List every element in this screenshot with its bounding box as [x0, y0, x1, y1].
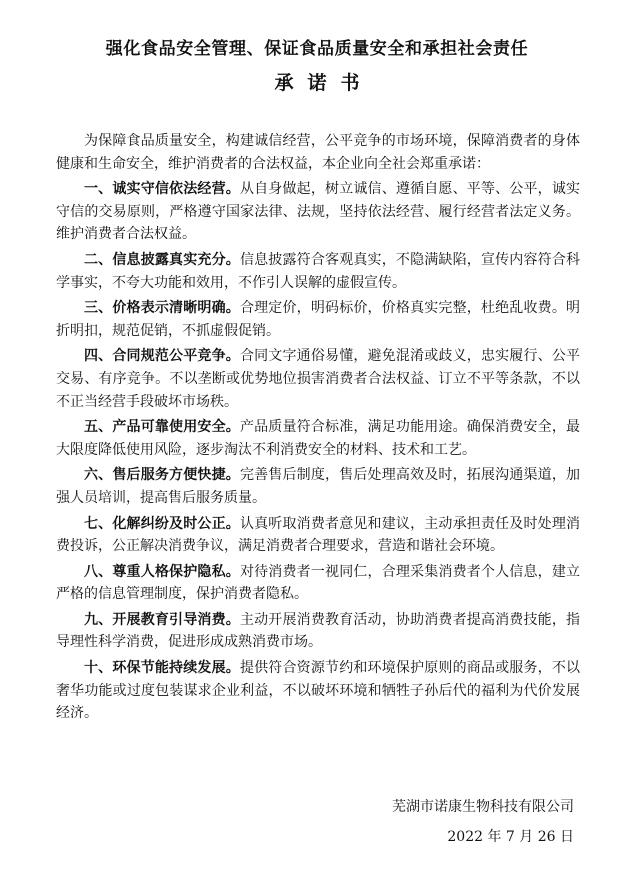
commitment-heading: 八、尊重人格保护隐私。	[84, 563, 240, 580]
commitment-heading: 一、诚实守信依法经营。	[84, 181, 240, 198]
commitment-text: 合同文字通俗易懂，避免混淆或歧义，忠实履行、公平交易、有序竞争。不以垄断或优势地位损害消费者合法权益、订立不平等条款，不以不正当经营手段破坏市场秩。	[56, 348, 581, 410]
document-body	[56, 130, 580, 728]
commitment-text: 合理定价，明码标价，价格真实完整，杜绝乱收费。明折明扣，规范促销，不抓虚假促销。	[56, 300, 581, 339]
commitment-text: 认真听取消费者意见和建议，主动承担责任及时处理消费投诉，公正解决消费争议，满足消费者合理要求，营造和谐社会环境。	[56, 515, 581, 555]
commitment-heading: 九、开展教育引导消费。	[84, 611, 240, 628]
commitment-item-2	[56, 249, 580, 294]
commitment-text: 信息披露符合客观真实，不隐满缺陷，宣传内容符合科学事实，不夸大功能和效用，不作引人误解的虚假宣传。	[56, 251, 581, 291]
commitment-text: 完善售后制度，售后处理高效及时，拓展沟通渠道，加强人员培训，提高售后服务质量。	[56, 467, 581, 506]
commitment-item-3	[56, 297, 580, 342]
commitment-heading: 三、价格表示清晰明确。	[84, 300, 240, 317]
commitment-heading: 二、信息披露真实充分。	[84, 251, 240, 268]
company-signature: 芜湖市诺康生物科技有限公司	[392, 799, 574, 815]
commitment-item-8	[56, 561, 580, 606]
commitment-text: 提供符合资源节约和环境保护原则的商品或服务，不以奢华功能或过度包装谋求企业利益，不以破坏环境和牺牲子孙后代的福利为代价发展经济。	[56, 660, 581, 722]
commitment-heading: 五、产品可靠使用安全。	[84, 419, 240, 436]
commitment-item-6	[56, 464, 580, 509]
document-subtitle: 承诺书	[274, 72, 374, 94]
document-title: 强化食品安全管理、保证食品质量安全和承担社会责任	[105, 39, 529, 59]
commitment-item-9	[56, 609, 580, 654]
commitment-heading: 六、售后服务方便快捷。	[84, 467, 240, 484]
commitment-item-7	[56, 513, 580, 558]
commitment-heading: 十、环保节能持续发展。	[84, 660, 240, 677]
commitment-item-4	[56, 345, 580, 413]
commitment-item-5	[56, 416, 580, 461]
commitment-text: 从自身做起，树立诚信、遵循自愿、平等、公平，诚实守信的交易原则，严格遵守国家法律、法规，坚持依法经营、履行经营者法定义务。维护消费者合法权益。	[56, 181, 581, 243]
signature-date: 2022 年 7 月 26 日	[447, 829, 574, 845]
commitment-item-10	[56, 657, 580, 725]
commitment-text: 产品质量符合标准，满足功能用途。确保消费安全，最大限度降低使用风险，逐步淘汰不利消费安全的材料、技术和工艺。	[56, 419, 581, 458]
commitment-heading: 四、合同规范公平竞争。	[84, 348, 240, 365]
intro-paragraph: 为保障食品质量安全，构建诚信经营，公平竞争的市场环境，保障消费者的身体健康和生命安全，维护消费者的合法权益，本企业向全社会郑重承诺：	[56, 133, 580, 172]
commitment-item-1	[56, 178, 580, 246]
commitment-heading: 七、化解纠纷及时公正。	[84, 515, 240, 532]
commitment-text: 对待消费者一视同仁，合理采集消费者个人信息，建立严格的信息管理制度，保护消费者隐私。	[56, 563, 581, 603]
commitment-text: 主动开展消费教育活动，协助消费者提高消费技能，指导理性科学消费，促进形成成熟消费市场。	[56, 611, 581, 651]
